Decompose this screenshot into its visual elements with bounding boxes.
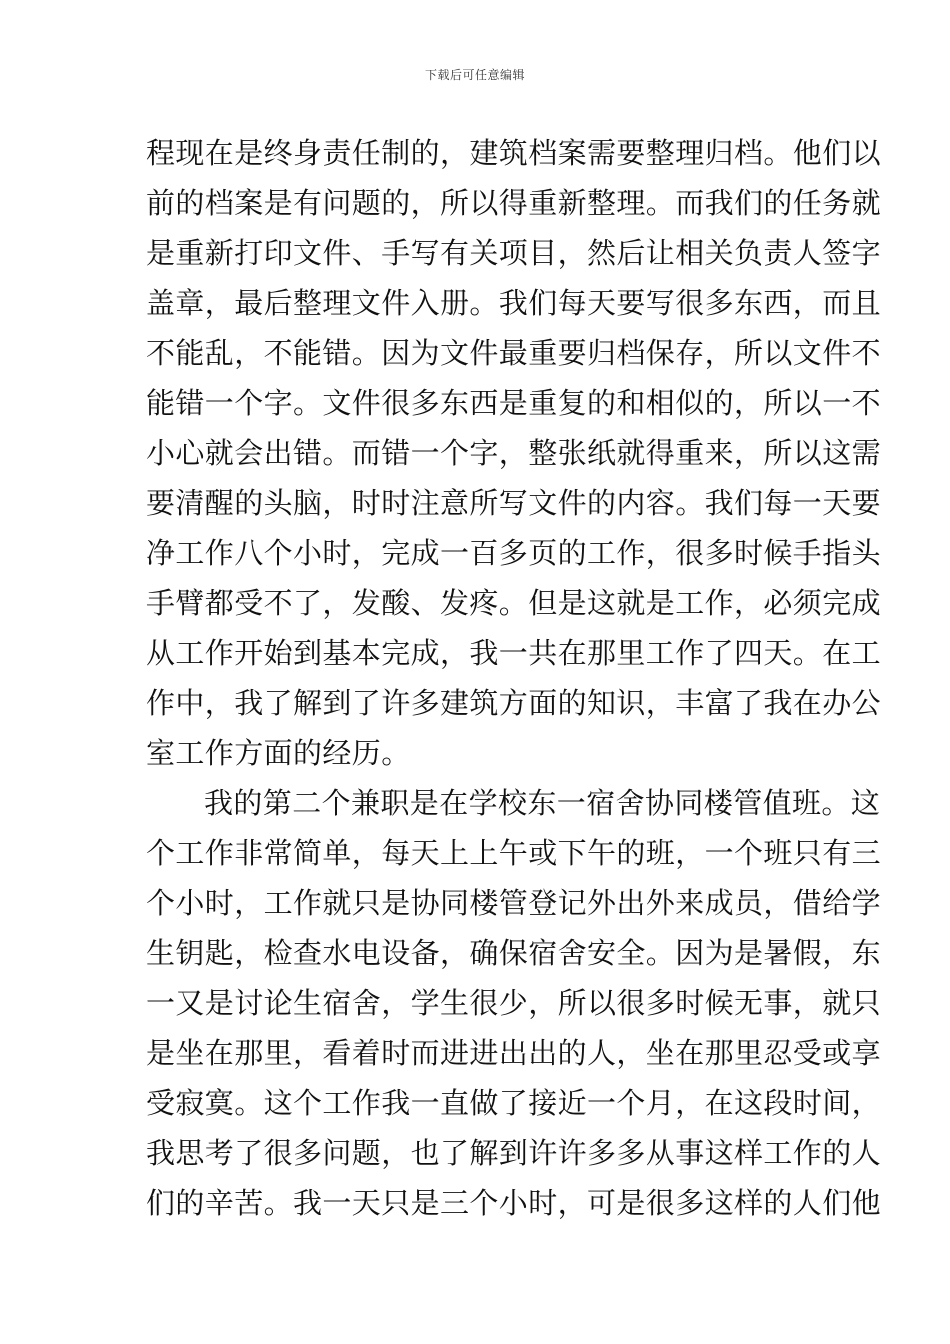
text-line: 盖章，最后整理文件入册。我们每天要写很多东西，而且 [146,286,882,320]
text-line: 室工作方面的经历。 [146,736,411,770]
text-line: 受寂寞。这个工作我一直做了接近一个月，在这段时间， [146,1086,882,1120]
text-line: 一又是讨论生宿舍，学生很少，所以很多时候无事，就只 [146,986,882,1020]
text-line: 个工作非常简单，每天上上午或下午的班，一个班只有三 [146,836,882,870]
page-header: 下载后可任意编辑 [424,68,525,82]
text-line: 能错一个字。文件很多东西是重复的和相似的，所以一不 [146,386,882,420]
text-line: 小心就会出错。而错一个字，整张纸就得重来，所以这需 [146,436,882,470]
text-line: 我思考了很多问题，也了解到许许多多从事这样工作的人 [146,1136,882,1170]
text-line: 程现在是终身责任制的，建筑档案需要整理归档。他们以 [146,136,882,170]
text-line: 是坐在那里，看着时而进进出出的人，坐在那里忍受或享 [146,1036,882,1070]
body-text [146,128,882,1228]
text-line: 要清醒的头脑，时时注意所写文件的内容。我们每一天要 [146,486,882,520]
text-line: 前的档案是有问题的，所以得重新整理。而我们的任务就 [146,186,882,220]
text-line: 手臂都受不了，发酸、发疼。但是这就是工作，必须完成 [146,586,882,620]
paragraph-first-line: 我的第二个兼职是在学校东一宿舍协同楼管值班。这 [204,786,881,820]
text-line: 净工作八个小时，完成一百多页的工作，很多时候手指头 [146,536,882,570]
text-line: 作中，我了解到了许多建筑方面的知识，丰富了我在办公 [146,686,882,720]
text-line: 不能乱，不能错。因为文件最重要归档保存，所以文件不 [146,336,882,370]
text-line: 生钥匙，检查水电设备，确保宿舍安全。因为是暑假，东 [146,936,882,970]
text-line: 们的辛苦。我一天只是三个小时，可是很多这样的人们他 [146,1186,882,1220]
text-line: 是重新打印文件、手写有关项目，然后让相关负责人签字 [146,236,882,270]
text-line: 从工作开始到基本完成，我一共在那里工作了四天。在工 [146,636,882,670]
text-line: 个小时，工作就只是协同楼管登记外出外来成员，借给学 [146,886,882,920]
